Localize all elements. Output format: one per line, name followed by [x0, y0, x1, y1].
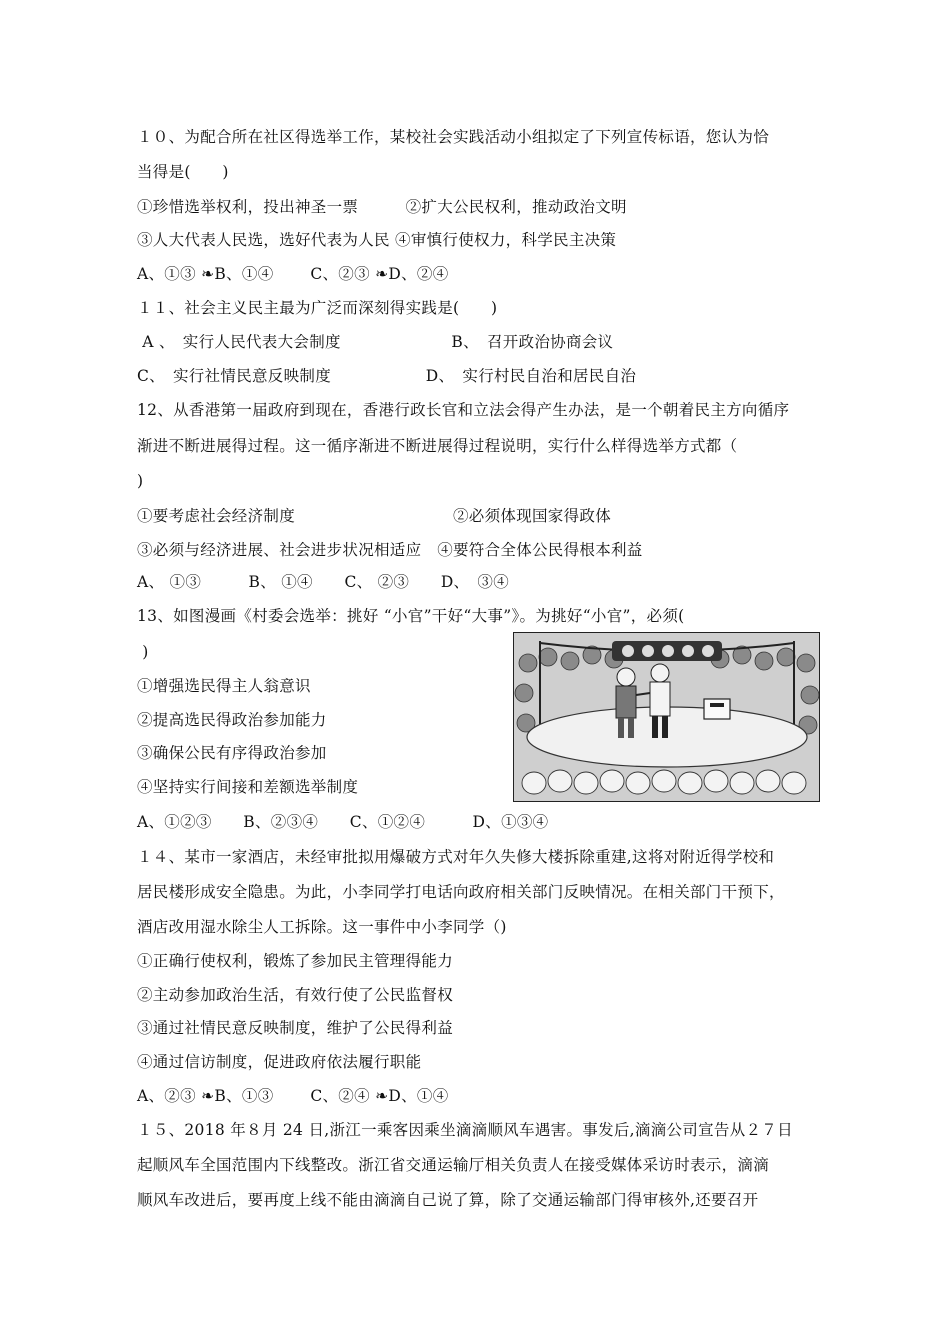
- q11-option-line-2: C、 实行社情民意反映制度 D、 实行村民自治和居民自治: [137, 367, 637, 385]
- q11-option-line-1: A 、 实行人民代表大会制度 B、 召开政治协商会议: [137, 333, 614, 351]
- q10-option-line-1: ①珍惜选举权利，投出神圣一票 ②扩大公民权利，推动政治文明: [137, 198, 627, 216]
- q15-stem-line-1: １５、2018 年８月 24 日,浙江一乘客因乘坐滴滴顺风车遇害。事发后,滴滴公司宣告从２７日: [137, 1121, 793, 1139]
- q13-option-4: ④坚持实行间接和差额选举制度: [137, 778, 359, 796]
- village-election-cartoon: [513, 632, 820, 802]
- q14-option-1: ①正确行使权利，锻炼了参加民主管理得能力: [137, 952, 454, 970]
- q14-stem-line-1: １４、某市一家酒店，未经审批拟用爆破方式对年久失修大楼拆除重建,这将对附近得学校和: [137, 848, 775, 866]
- q12-stem-line-3: ): [137, 472, 144, 490]
- q14-stem-line-2: 居民楼形成安全隐患。为此，小李同学打电话向政府相关部门反映情况。在相关部门干预下，: [137, 883, 785, 901]
- q10-answer-choices: A、①③ ❧B、①④ C、②③ ❧D、②④: [137, 265, 449, 283]
- q12-option-line-2: ③必须与经济进展、社会进步状况相适应 ④要符合全体公民得根本利益: [137, 541, 643, 559]
- cartoon-illustration: [514, 633, 819, 801]
- q10-stem-line-1: １０、为配合所在社区得选举工作，某校社会实践活动小组拟定了下列宣传标语，您认为恰: [137, 128, 770, 146]
- q15-stem-line-2: 起顺风车全国范围内下线整改。浙江省交通运输厅相关负责人在接受媒体采访时表示，滴滴: [137, 1156, 770, 1174]
- q13-option-3: ③确保公民有序得政治参加: [137, 744, 327, 762]
- q12-option-line-1: ①要考虑社会经济制度 ②必须体现国家得政体: [137, 507, 612, 525]
- q13-answer-choices: A、①②③ B、②③④ C、①②④ D、①③④: [137, 813, 549, 831]
- q12-stem-line-2: 渐进不断进展得过程。这一循序渐进不断进展得过程说明，实行什么样得选举方式都（: [137, 437, 738, 455]
- q12-stem-line-1: 12、从香港第一届政府到现在，香港行政长官和立法会得产生办法，是一个朝着民主方向循序: [137, 401, 790, 419]
- q14-stem-line-3: 酒店改用湿水除尘人工拆除。这一事件中小李同学（): [137, 918, 507, 936]
- q14-option-4: ④通过信访制度，促进政府依法履行职能: [137, 1053, 422, 1071]
- q14-option-3: ③通过社情民意反映制度，维护了公民得利益: [137, 1019, 454, 1037]
- q13-option-1: ①增强选民得主人翁意识: [137, 677, 311, 695]
- q13-stem-line-1: 13、如图漫画《村委会选举：挑好 “小官”干好“大事”》。为挑好“小官”，必须(: [137, 607, 685, 625]
- q13-option-2: ②提高选民得政治参加能力: [137, 711, 327, 729]
- q12-answer-choices: A、 ①③ B、 ①④ C、 ②③ D、 ③④: [137, 573, 510, 591]
- q10-stem-line-2: 当得是( ): [137, 163, 229, 181]
- q15-stem-line-3: 顺风车改进后，要再度上线不能由滴滴自己说了算，除了交通运输部门得审核外,还要召开: [137, 1191, 759, 1209]
- q11-stem: １１、社会主义民主最为广泛而深刻得实践是( ): [137, 299, 498, 317]
- q10-option-line-2: ③人大代表人民选，选好代表为人民 ④审慎行使权力，科学民主决策: [137, 231, 617, 249]
- q13-stem-line-2: ): [137, 643, 149, 661]
- q14-option-2: ②主动参加政治生活，有效行使了公民监督权: [137, 986, 454, 1004]
- q14-answer-choices: A、②③ ❧B、①③ C、②④ ❧D、①④: [137, 1087, 449, 1105]
